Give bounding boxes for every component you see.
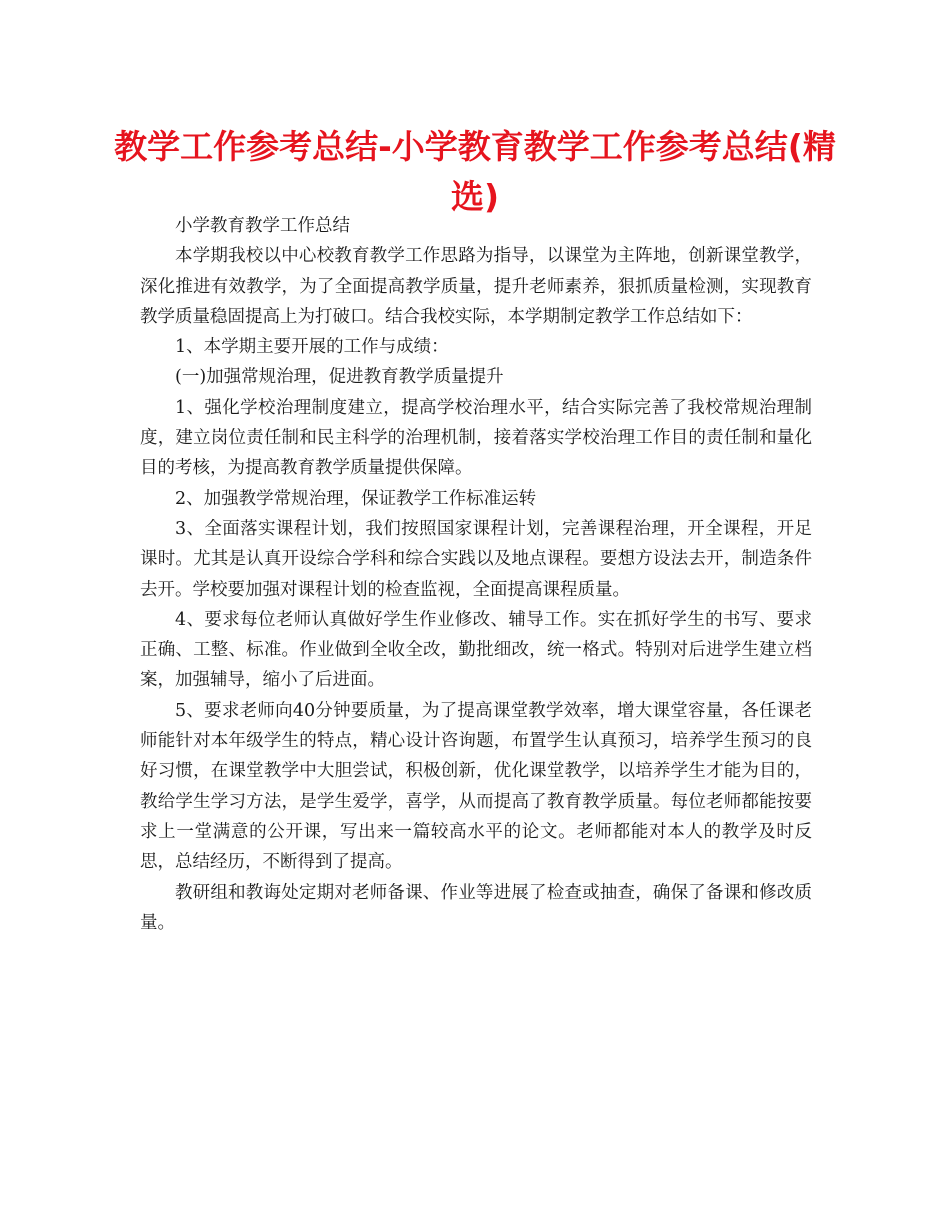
document-body xyxy=(140,211,812,938)
paragraph: 教研组和教诲处定期对老师备课、作业等进展了检查或抽查，确保了备课和修改质量。 xyxy=(140,882,812,933)
paragraph: (一)加强常规治理，促进教育教学质量提升 xyxy=(175,367,504,388)
paragraph: 4、要求每位老师认真做好学生作业修改、辅导工作。实在抓好学生的书写、要求正确、工整、标准。作业做到全收全改，勤批细改，统一格式。特别对后进学生建立档案，加强辅导，缩小了后进面。 xyxy=(140,609,812,691)
paragraph: 3、全面落实课程计划，我们按照国家课程计划，完善课程治理，开全课程，开足课时。尤其是认真开设综合学科和综合实践以及地点课程。要想方设法去开，制造条件去开。学校要加强对课程计划的检查监视，全面提高课程质量。 xyxy=(140,518,812,600)
paragraph: 2、加强教学常规治理，保证教学工作标准运转 xyxy=(175,488,537,509)
paragraph: 小学教育教学工作总结 xyxy=(175,216,350,236)
paragraph: 1、强化学校治理制度建立，提高学校治理水平，结合实际完善了我校常规治理制度，建立岗位责任制和民主科学的治理机制，接着落实学校治理工作目的责任制和量化目的考核，为提高教育教学质量提供保障。 xyxy=(140,397,812,479)
paragraph: 5、要求老师向40分钟要质量，为了提高课堂教学效率，增大课堂容量，各任课老师能针对本年级学生的特点，精心设计咨询题，布置学生认真预习，培养学生预习的良好习惯，在课堂教学中大胆尝试，积极创新，优化课堂教学，以培养学生才能为目的，教给学生学习方法，是学生爱学，喜学，从而提高了教育教学质量。每位老师都能按要求上一堂满意的公开课，写出来一篇较高水平的论文。老师都能对本人的教学及时反思，总结经历，不断得到了提高。 xyxy=(140,700,812,873)
paragraph: 本学期我校以中心校教育教学工作思路为指导，以课堂为主阵地，创新课堂教学，深化推进有效教学，为了全面提高教学质量，提升老师素养，狠抓质量检测，实现教育教学质量稳固提高上为打破口。结合我校实际，本学期制定教学工作总结如下： xyxy=(140,246,812,327)
document-title: 教学工作参考总结-小学教育教学工作参考总结(精选) xyxy=(114,127,836,216)
paragraph: 1、本学期主要开展的工作与成绩： xyxy=(175,337,449,358)
